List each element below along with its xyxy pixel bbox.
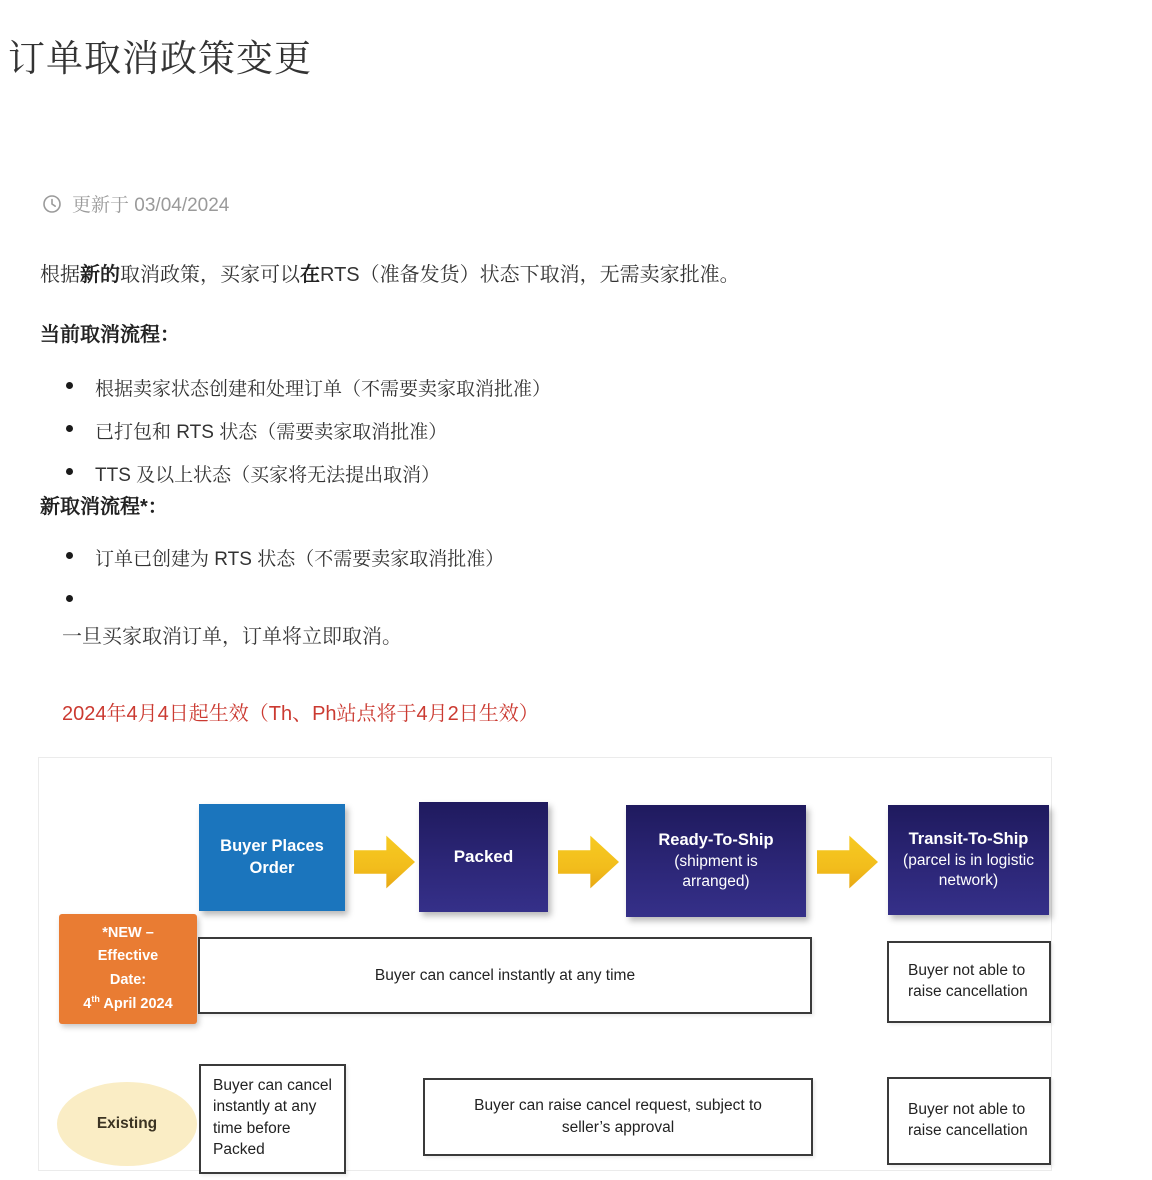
stage-label: Buyer Places Order [220,837,324,877]
list-item-text: 已打包和 RTS 状态（需要卖家取消批准） [95,422,448,443]
new-effective-badge [59,914,197,1024]
effective-date-note: 2024年4月4日起生效（Th、Ph站点将于4月2日生效） [62,703,539,725]
existing-raise-request-box [423,1078,813,1156]
flow-arrow-icon [817,834,878,890]
badge-date-rest: April 2024 [99,995,173,1012]
box-text: Buyer can raise cancel request, subject to seller’s approval [474,1096,762,1136]
updated-date: 更新于 03/04/2024 [72,195,230,216]
current-process-heading: 当前取消流程： [40,324,180,346]
stage-title: Ready-To-Ship [658,831,774,850]
flow-arrow-icon [558,834,619,890]
existing-not-able-box [887,1077,1051,1165]
stage-buyer-places-order [199,804,345,911]
intro-text: RTS（准备发货）状态下取消，无需卖家批准。 [320,264,740,286]
cancellation-flow-diagram [38,757,1052,1171]
list-item [64,374,551,401]
badge-date-ordinal: th [91,993,100,1004]
badge-line: Effective [97,948,159,965]
updated-row [42,190,229,217]
intro-text: 根据 [40,264,80,286]
flow-arrow-icon [354,834,415,890]
badge-date-line [83,992,172,1016]
intro-text: 取消政策，买家可以 [120,264,300,286]
stage-title: Transit-To-Ship [908,830,1029,849]
intro-bold-at: 在 [300,264,320,286]
bullet-icon [66,552,73,559]
current-process-list [64,374,551,503]
cancel-note: 一旦买家取消订单，订单将立即取消。 [62,626,402,648]
badge-label: Existing [96,1115,158,1132]
list-item [64,460,551,487]
intro-paragraph [40,258,740,287]
stage-transit-to-ship [888,805,1049,915]
new-process-list [64,544,504,625]
box-text: Buyer not able to raise cancellation [908,1101,1028,1139]
existing-badge [57,1082,197,1166]
stage-subtitle: (shipment is arranged) [674,852,758,890]
clock-icon [42,194,62,214]
stage-label: Packed [453,846,514,866]
new-not-able-box [887,941,1051,1023]
bullet-icon [66,425,73,432]
bullet-icon [66,382,73,389]
bullet-icon [66,595,73,602]
badge-date-day: 4 [83,995,92,1012]
badge-line: *NEW – [102,925,154,942]
page-title: 订单取消政策变更 [8,38,312,79]
list-item-text: 根据卖家状态创建和处理订单（不需要卖家取消批准） [95,379,552,400]
list-item [64,587,504,609]
new-cancel-anytime-box [198,937,812,1014]
list-item-text: TTS 及以上状态（买家将无法提出取消） [95,465,441,486]
intro-bold-new: 新的 [80,264,120,286]
badge-line: Date: [109,971,147,988]
bullet-icon [66,468,73,475]
box-text: Buyer not able to raise cancellation [908,962,1028,1000]
stage-packed [419,802,548,912]
list-item [64,544,504,571]
box-text: Buyer can cancel instantly at any time [374,966,636,984]
list-item-text: 订单已创建为 RTS 状态（不需要卖家取消批准） [95,549,505,570]
new-process-heading: 新取消流程*： [40,496,168,518]
box-text: Buyer can cancel instantly at any time before Packed [213,1077,332,1159]
stage-ready-to-ship [626,805,806,917]
existing-cancel-before-packed-box [199,1064,346,1174]
list-item [64,417,551,444]
stage-subtitle: (parcel is in logistic network) [903,851,1034,889]
